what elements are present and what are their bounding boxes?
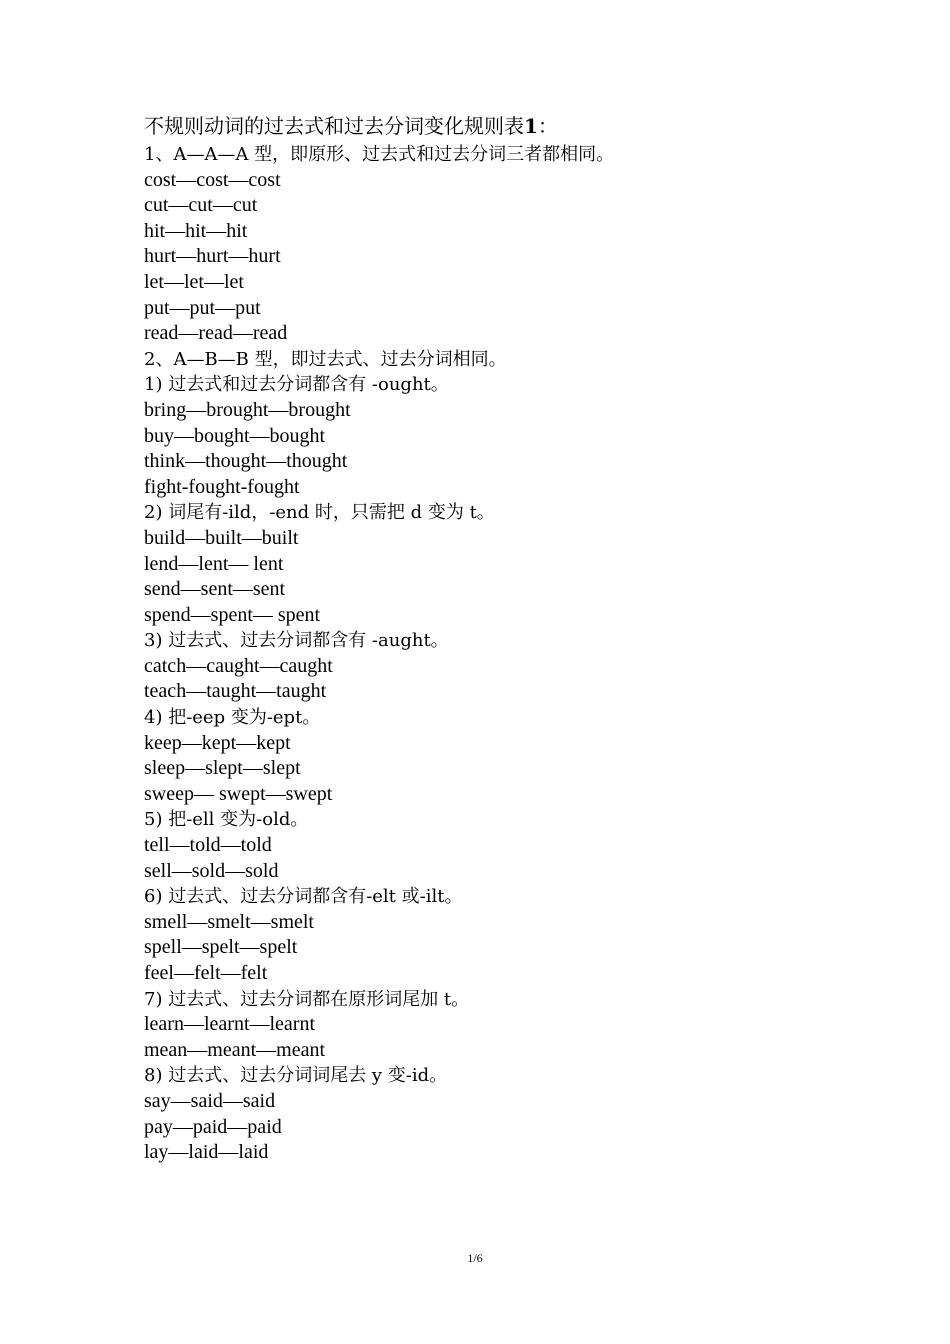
- verb-forms-line: cut—cut—cut: [144, 194, 258, 217]
- document-content: [144, 112, 904, 1166]
- section-heading: 4) 把-eep 变为-ept。: [144, 707, 321, 729]
- verb-forms-line: buy—bought—bought: [144, 424, 326, 447]
- verb-forms-line: build—built—built: [144, 526, 299, 549]
- document-title: [144, 112, 904, 142]
- verb-forms-line: sleep—slept—slept: [144, 757, 301, 780]
- verb-forms-line: teach—taught—taught: [144, 680, 327, 703]
- verb-forms-line: lend—lent— lent: [144, 552, 284, 575]
- verb-forms-line: hurt—hurt—hurt: [144, 245, 281, 268]
- section-heading: 6) 过去式、过去分词都含有-elt 或-ilt。: [144, 886, 463, 908]
- verb-forms-line: learn—learnt—learnt: [144, 1013, 316, 1036]
- verb-forms-line: cost—cost—cost: [144, 168, 281, 191]
- verb-list: [144, 142, 904, 1166]
- verb-forms-line: fight-fought-fought: [144, 475, 300, 498]
- verb-forms-line: sell—sold—sold: [144, 859, 279, 882]
- title-number: 1: [524, 114, 538, 138]
- title-suffix: ：: [537, 114, 558, 138]
- verb-forms-line: catch—caught—caught: [144, 654, 333, 677]
- verb-forms-line: feel—felt—felt: [144, 962, 268, 984]
- verb-forms-line: spend—spent— spent: [144, 603, 321, 626]
- section-heading: 1、A—A—A 型，即原形、过去式和过去分词三者都相同。: [144, 144, 615, 165]
- verb-forms-line: mean—meant—meant: [144, 1038, 326, 1061]
- verb-forms-line: put—put—put: [144, 296, 261, 319]
- verb-forms-line: keep—kept—kept: [144, 731, 291, 754]
- verb-forms-line: smell—smelt—smelt: [144, 910, 314, 933]
- verb-forms-line: think—thought—thought: [144, 450, 348, 473]
- section-heading: 2、A—B—B 型，即过去式、过去分词相同。: [144, 348, 507, 370]
- section-heading: 8) 过去式、过去分词词尾去 y 变-id。: [144, 1065, 448, 1087]
- verb-forms-line: tell—told—told: [144, 834, 272, 857]
- section-heading: 3) 过去式、过去分词都含有 -aught。: [144, 630, 449, 652]
- section-heading: 1) 过去式和过去分词都含有 -ought。: [144, 374, 449, 396]
- page-number: 1/6: [467, 1251, 483, 1265]
- verb-forms-line: say—said—said: [144, 1089, 276, 1112]
- verb-forms-line: bring—brought—brought: [144, 398, 351, 421]
- title-text: 不规则动词的过去式和过去分词变化规则表: [144, 114, 524, 138]
- verb-forms-line: sweep— swept—swept: [144, 782, 333, 805]
- section-heading: 2) 词尾有-ild，-end 时，只需把 d 变为 t。: [144, 502, 495, 524]
- verb-forms-line: let—let—let: [144, 270, 244, 293]
- verb-forms-line: hit—hit—hit: [144, 219, 248, 242]
- section-heading: 5) 把-ell 变为-old。: [144, 809, 309, 831]
- verb-forms-line: pay—paid—paid: [144, 1115, 282, 1138]
- verb-forms-line: spell—spelt—spelt: [144, 936, 298, 959]
- verb-forms-line: read—read—read: [144, 322, 288, 345]
- verb-forms-line: send—sent—sent: [144, 578, 286, 601]
- section-heading: 7) 过去式、过去分词都在原形词尾加 t。: [144, 988, 470, 1010]
- verb-forms-line: lay—laid—laid: [144, 1141, 269, 1164]
